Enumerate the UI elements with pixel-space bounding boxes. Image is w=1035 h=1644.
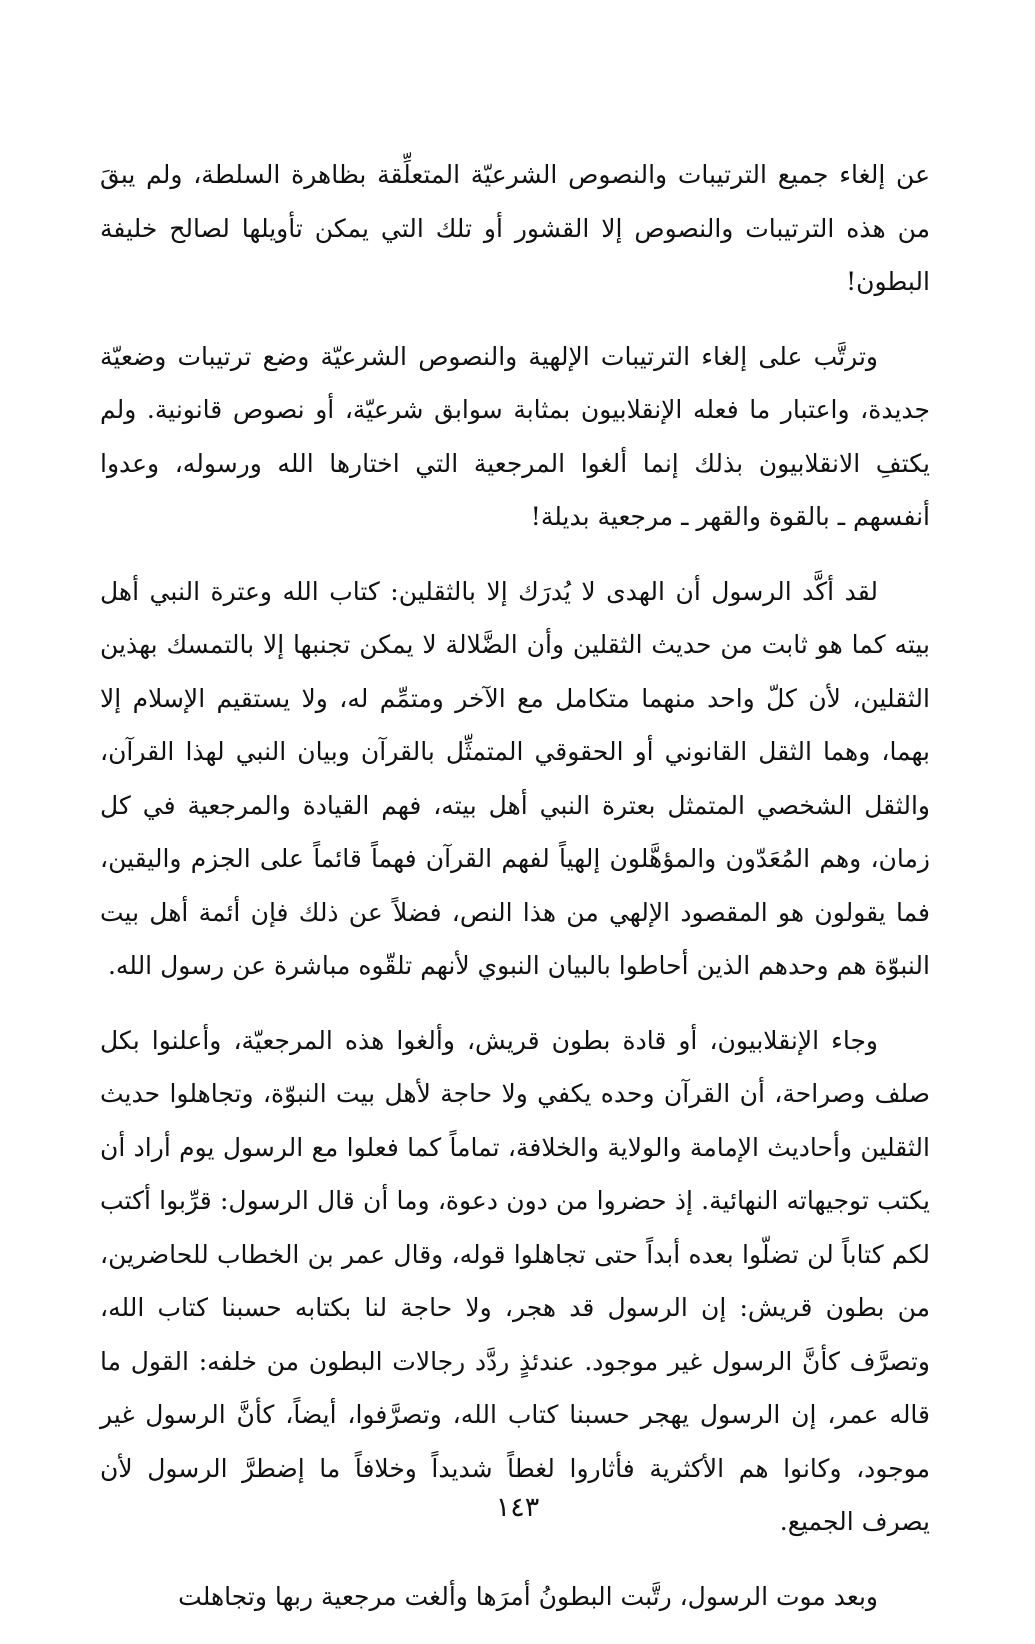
- page-body: [100, 148, 930, 1644]
- paragraph-two-weighty-things: لقد أكَّد الرسول أن الهدى لا يُدرَك إلا بالثقلين: كتاب الله وعترة النبي أهل بيته كما هو ثابت من حديث الثقلين وأن الضَّلالة لا يمكن تجنبها إلا بالتمسك بهذين الثقلين، لأن كلّ واحد منهما متكامل مع الآخر ومتمِّم له، ولا يستقيم الإسلام إلا بهما، وهما الثقل القانوني أو الحقوقي المتمثِّل بالقرآن وبيان النبي لهذا القرآن، والثقل الشخصي المتمثل بعترة النبي أهل بيته، فهم القيادة والمرجعية في كل زمان، وهم المُعَدّون والمؤهَّلون إلهياً لفهم القرآن فهماً قائماً على الجزم واليقين، فما يقولون هو المقصود الإلهي من هذا النص، فضلاً عن ذلك فإن أئمة أهل بيت النبوّة هم وحدهم الذين أحاطوا بالبيان النبوي لأنهم تلقّوه مباشرة عن رسول الله.: [100, 576, 930, 980]
- paragraph-divine-arrangements: وترتَّب على إلغاء الترتيبات الإلهية والنصوص الشرعيّة وضع ترتيبات وضعيّة جديدة، واعتبار ما فعله الإنقلابيون بمثابة سوابق شرعيّة، أو نصوص قانونية. ولم يكتفِ الانقلابيون بذلك إنما ألغوا المرجعية التي اختارها الله ورسوله، وعدوا أنفسهم ـ بالقوة والقهر ـ مرجعية بديلة!: [100, 341, 930, 531]
- paragraph-continuation: عن إلغاء جميع الترتيبات والنصوص الشرعيّة المتعلِّقة بظاهرة السلطة، ولم يبقَ من هذه الترتيبات والنصوص إلا القشور أو تلك التي يمكن تأويلها لصالح خليفة البطون!: [100, 160, 930, 296]
- paragraph-coup-leaders: وجاء الإنقلابيون، أو قادة بطون قريش، وألغوا هذه المرجعيّة، وأعلنوا بكل صلف وصراحة، أن القرآن وحده يكفي ولا حاجة لأهل بيت النبوّة، وتجاهلوا حديث الثقلين وأحاديث الإمامة والولاية والخلافة، تماماً كما فعلوا مع الرسول يوم أراد أن يكتب توجيهاته النهائية. إذ حضروا من دون دعوة، وما أن قال الرسول: قرِّبوا أكتب لكم كتاباً لن تضلّوا بعده أبداً حتى تجاهلوا قوله، وقال عمر بن الخطاب للحاضرين، من بطون قريش: إن الرسول قد هجر، ولا حاجة لنا بكتابه حسبنا كتاب الله، وتصرَّف كأنَّ الرسول غير موجود. عندئذٍ ردَّد رجالات البطون من خلفه: القول ما قاله عمر، إن الرسول يهجر حسبنا كتاب الله، وتصرَّفوا، أيضاً، كأنَّ الرسول غير موجود، وكانوا هم الأكثرية فأثاروا لغطاً شديداً وخلافاً ما إضطرَّ الرسول لأن يصرف الجميع.: [100, 1025, 930, 1536]
- paragraph-after-death: وبعد موت الرسول، رتَّبت البطونُ أمرَها وألغت مرجعية ربها وتجاهلت: [178, 1581, 878, 1611]
- page-number: ١٤٣: [495, 1492, 540, 1523]
